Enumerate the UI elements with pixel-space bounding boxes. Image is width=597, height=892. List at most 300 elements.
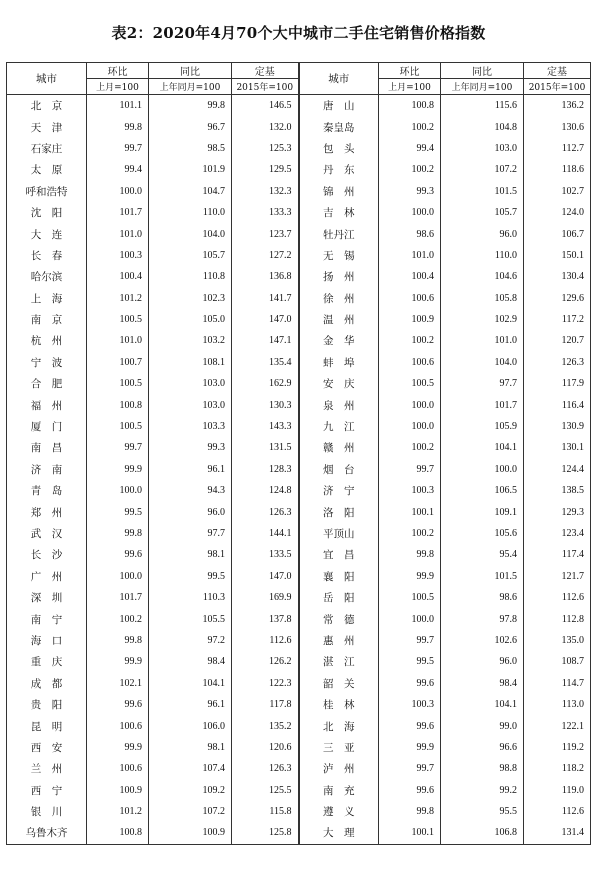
city-name-left: 上 海 [7,288,87,309]
yoy-value-left: 102.3 [149,288,232,309]
base-value-left: 132.3 [232,181,299,202]
table-row [7,352,591,373]
base-value-left: 132.0 [232,116,299,137]
yoy-value-right: 105.6 [441,523,524,544]
price-index-table [6,62,591,845]
base-value-right: 118.6 [524,159,591,180]
base-value-left: 144.1 [232,523,299,544]
city-name-left: 宁 波 [7,352,87,373]
yoy-value-right: 109.1 [441,501,524,522]
city-name-right: 济 宁 [299,480,379,501]
yoy-value-right: 96.6 [441,737,524,758]
mom-value-left: 101.7 [87,202,149,223]
mom-value-right: 99.7 [379,758,441,779]
yoy-value-right: 105.9 [441,416,524,437]
base-value-right: 123.4 [524,523,591,544]
mom-header-left: 环比 [87,63,149,79]
mom-value-right: 100.6 [379,288,441,309]
yoy-value-right: 101.0 [441,330,524,351]
base-value-right: 130.6 [524,116,591,137]
yoy-value-right: 105.7 [441,202,524,223]
yoy-value-right: 99.0 [441,715,524,736]
mom-value-right: 100.5 [379,373,441,394]
yoy-value-left: 98.1 [149,737,232,758]
city-name-right: 大 理 [299,822,379,844]
table-row [7,138,591,159]
mom-subheader-left: 上月=100 [87,79,149,95]
table-row [7,309,591,330]
city-name-left: 南 京 [7,309,87,330]
mom-value-right: 99.8 [379,801,441,822]
yoy-header-left: 同比 [149,63,232,79]
yoy-value-left: 103.0 [149,373,232,394]
yoy-value-right: 107.2 [441,159,524,180]
base-value-left: 135.2 [232,715,299,736]
yoy-value-left: 105.0 [149,309,232,330]
table-row [7,394,591,415]
base-value-right: 121.7 [524,566,591,587]
mom-value-left: 100.8 [87,822,149,844]
mom-value-left: 100.5 [87,416,149,437]
base-value-left: 115.8 [232,801,299,822]
city-name-left: 银 川 [7,801,87,822]
mom-value-right: 100.6 [379,352,441,373]
table-row [7,780,591,801]
base-value-left: 147.0 [232,566,299,587]
table-row [7,587,591,608]
base-value-left: 125.3 [232,138,299,159]
yoy-value-left: 110.8 [149,266,232,287]
mom-value-right: 99.6 [379,780,441,801]
mom-value-right: 98.6 [379,223,441,244]
mom-value-left: 100.0 [87,181,149,202]
city-name-left: 深 圳 [7,587,87,608]
base-value-right: 122.1 [524,715,591,736]
city-name-left: 福 州 [7,394,87,415]
yoy-value-right: 101.5 [441,566,524,587]
yoy-value-left: 99.8 [149,95,232,117]
table-row [7,95,591,117]
city-name-left: 长 春 [7,245,87,266]
mom-value-right: 100.0 [379,608,441,629]
yoy-value-right: 104.0 [441,352,524,373]
base-value-right: 112.6 [524,801,591,822]
mom-value-right: 100.3 [379,480,441,501]
table-row [7,501,591,522]
yoy-value-left: 99.3 [149,437,232,458]
base-value-right: 135.0 [524,630,591,651]
yoy-value-left: 104.0 [149,223,232,244]
base-value-right: 129.3 [524,501,591,522]
base-value-left: 133.3 [232,202,299,223]
yoy-value-right: 98.8 [441,758,524,779]
yoy-header-right: 同比 [441,63,524,79]
base-value-right: 130.9 [524,416,591,437]
city-name-left: 郑 州 [7,501,87,522]
base-value-right: 130.1 [524,437,591,458]
mom-value-right: 100.0 [379,394,441,415]
mom-value-left: 99.8 [87,630,149,651]
mom-value-left: 100.7 [87,352,149,373]
table-row [7,737,591,758]
table-title: 表2：2020年4月70个大中城市二手住宅销售价格指数 [111,24,486,42]
city-name-right: 温 州 [299,309,379,330]
city-name-left: 厦 门 [7,416,87,437]
city-name-right: 常 德 [299,608,379,629]
mom-value-left: 100.8 [87,394,149,415]
city-name-left: 昆 明 [7,715,87,736]
base-value-left: 136.8 [232,266,299,287]
yoy-value-left: 103.2 [149,330,232,351]
base-value-left: 126.2 [232,651,299,672]
base-value-right: 106.7 [524,223,591,244]
base-value-left: 122.3 [232,673,299,694]
mom-value-right: 99.6 [379,715,441,736]
mom-value-left: 101.2 [87,288,149,309]
base-value-left: 129.5 [232,159,299,180]
table-row [7,822,591,844]
mom-value-left: 100.5 [87,373,149,394]
city-name-right: 秦皇岛 [299,116,379,137]
city-name-right: 遵 义 [299,801,379,822]
city-name-right: 南 充 [299,780,379,801]
base-value-right: 118.2 [524,758,591,779]
yoy-value-right: 95.5 [441,801,524,822]
city-name-right: 岳 阳 [299,587,379,608]
base-value-left: 146.5 [232,95,299,117]
table-row [7,630,591,651]
city-name-right: 湛 江 [299,651,379,672]
city-name-right: 襄 阳 [299,566,379,587]
yoy-value-left: 105.7 [149,245,232,266]
city-name-left: 呼和浩特 [7,181,87,202]
city-name-left: 南 宁 [7,608,87,629]
mom-value-left: 100.0 [87,480,149,501]
city-name-left: 贵 阳 [7,694,87,715]
base-value-right: 108.7 [524,651,591,672]
yoy-value-left: 104.7 [149,181,232,202]
mom-value-left: 99.7 [87,437,149,458]
city-name-right: 九 江 [299,416,379,437]
yoy-value-right: 95.4 [441,544,524,565]
base-value-left: 137.8 [232,608,299,629]
mom-value-left: 101.0 [87,330,149,351]
mom-value-left: 99.9 [87,651,149,672]
base-value-left: 126.3 [232,758,299,779]
yoy-value-right: 110.0 [441,245,524,266]
base-value-right: 150.1 [524,245,591,266]
mom-value-right: 100.2 [379,437,441,458]
yoy-value-left: 103.3 [149,416,232,437]
yoy-value-right: 97.7 [441,373,524,394]
mom-value-left: 99.6 [87,694,149,715]
base-value-right: 124.0 [524,202,591,223]
yoy-value-right: 102.9 [441,309,524,330]
city-name-right: 锦 州 [299,181,379,202]
city-name-left: 成 都 [7,673,87,694]
mom-value-left: 102.1 [87,673,149,694]
yoy-value-right: 98.4 [441,673,524,694]
mom-value-right: 99.6 [379,673,441,694]
yoy-value-right: 105.8 [441,288,524,309]
table-row [7,266,591,287]
mom-value-left: 99.8 [87,116,149,137]
city-name-right: 无 锡 [299,245,379,266]
table-row [7,373,591,394]
yoy-value-left: 97.7 [149,523,232,544]
table-row [7,288,591,309]
yoy-value-right: 96.0 [441,651,524,672]
mom-value-right: 100.2 [379,523,441,544]
yoy-value-left: 103.0 [149,394,232,415]
yoy-value-right: 106.8 [441,822,524,844]
city-name-left: 重 庆 [7,651,87,672]
city-name-right: 北 海 [299,715,379,736]
base-value-left: 125.8 [232,822,299,844]
city-name-right: 泉 州 [299,394,379,415]
mom-value-left: 99.4 [87,159,149,180]
table-row [7,694,591,715]
base-value-right: 117.4 [524,544,591,565]
yoy-value-left: 104.1 [149,673,232,694]
city-name-left: 合 肥 [7,373,87,394]
mom-value-right: 99.4 [379,138,441,159]
city-name-right: 丹 东 [299,159,379,180]
base-value-right: 130.4 [524,266,591,287]
yoy-value-right: 104.1 [441,694,524,715]
base-value-right: 126.3 [524,352,591,373]
yoy-value-right: 115.6 [441,95,524,117]
base-value-left: 162.9 [232,373,299,394]
yoy-value-left: 110.0 [149,202,232,223]
table-row [7,758,591,779]
mom-value-left: 100.5 [87,309,149,330]
city-name-right: 惠 州 [299,630,379,651]
base-value-left: 130.3 [232,394,299,415]
base-value-left: 133.5 [232,544,299,565]
city-name-right: 徐 州 [299,288,379,309]
city-name-left: 长 沙 [7,544,87,565]
base-value-left: 147.1 [232,330,299,351]
yoy-value-right: 104.8 [441,116,524,137]
yoy-value-left: 97.2 [149,630,232,651]
city-name-left: 太 原 [7,159,87,180]
city-header-right: 城市 [299,63,379,95]
city-name-left: 杭 州 [7,330,87,351]
yoy-value-right: 104.1 [441,437,524,458]
mom-value-left: 100.9 [87,780,149,801]
city-name-left: 广 州 [7,566,87,587]
yoy-value-right: 102.6 [441,630,524,651]
base-value-right: 138.5 [524,480,591,501]
base-value-right: 112.6 [524,587,591,608]
city-name-right: 唐 山 [299,95,379,117]
yoy-value-left: 96.1 [149,694,232,715]
mom-value-right: 99.3 [379,181,441,202]
mom-value-right: 99.7 [379,459,441,480]
table-row [7,159,591,180]
yoy-value-right: 98.6 [441,587,524,608]
city-name-right: 蚌 埠 [299,352,379,373]
base-value-right: 112.7 [524,138,591,159]
city-name-right: 包 头 [299,138,379,159]
yoy-value-left: 96.7 [149,116,232,137]
city-name-left: 兰 州 [7,758,87,779]
base-value-left: 126.3 [232,501,299,522]
mom-value-left: 99.6 [87,544,149,565]
yoy-value-left: 105.5 [149,608,232,629]
mom-value-right: 99.8 [379,544,441,565]
base-value-left: 131.5 [232,437,299,458]
base-value-right: 113.0 [524,694,591,715]
base-subheader-left: 2015年=100 [232,79,299,95]
table-row [7,437,591,458]
mom-value-left: 101.0 [87,223,149,244]
table-row [7,673,591,694]
table-row [7,523,591,544]
base-value-left: 147.0 [232,309,299,330]
yoy-value-left: 96.1 [149,459,232,480]
table-body [7,95,591,845]
base-value-right: 117.9 [524,373,591,394]
mom-value-right: 101.0 [379,245,441,266]
table-row [7,651,591,672]
city-name-right: 三 亚 [299,737,379,758]
yoy-value-left: 99.5 [149,566,232,587]
city-name-right: 吉 林 [299,202,379,223]
yoy-subheader-right: 上年同月=100 [441,79,524,95]
yoy-value-left: 110.3 [149,587,232,608]
base-value-right: 129.6 [524,288,591,309]
city-name-left: 大 连 [7,223,87,244]
city-name-right: 安 庆 [299,373,379,394]
table-row [7,480,591,501]
mom-value-right: 100.2 [379,116,441,137]
mom-value-left: 100.3 [87,245,149,266]
city-name-left: 北 京 [7,95,87,117]
base-value-left: 135.4 [232,352,299,373]
table-row [7,544,591,565]
yoy-value-right: 101.5 [441,181,524,202]
city-name-left: 石家庄 [7,138,87,159]
mom-header-right: 环比 [379,63,441,79]
yoy-value-right: 99.2 [441,780,524,801]
table-row [7,608,591,629]
mom-value-left: 100.6 [87,758,149,779]
mom-value-left: 101.7 [87,587,149,608]
city-name-left: 西 安 [7,737,87,758]
base-value-right: 114.7 [524,673,591,694]
mom-value-right: 100.5 [379,587,441,608]
table-row [7,223,591,244]
city-name-left: 武 汉 [7,523,87,544]
mom-value-left: 99.8 [87,523,149,544]
mom-value-right: 99.5 [379,651,441,672]
city-name-right: 烟 台 [299,459,379,480]
mom-value-left: 100.2 [87,608,149,629]
table-row [7,330,591,351]
mom-value-right: 99.9 [379,737,441,758]
mom-value-left: 101.1 [87,95,149,117]
city-name-left: 天 津 [7,116,87,137]
city-name-right: 桂 林 [299,694,379,715]
yoy-value-right: 96.0 [441,223,524,244]
yoy-value-left: 107.4 [149,758,232,779]
yoy-subheader-left: 上年同月=100 [149,79,232,95]
mom-value-left: 101.2 [87,801,149,822]
mom-value-left: 100.0 [87,566,149,587]
base-value-right: 131.4 [524,822,591,844]
city-header-left: 城市 [7,63,87,95]
base-value-left: 125.5 [232,780,299,801]
base-value-left: 127.2 [232,245,299,266]
mom-subheader-right: 上月=100 [379,79,441,95]
base-value-right: 119.0 [524,780,591,801]
base-value-right: 124.4 [524,459,591,480]
table-row [7,715,591,736]
city-name-left: 海 口 [7,630,87,651]
city-name-right: 赣 州 [299,437,379,458]
city-name-left: 沈 阳 [7,202,87,223]
base-value-left: 117.8 [232,694,299,715]
table-row [7,459,591,480]
base-value-right: 117.2 [524,309,591,330]
base-value-left: 124.8 [232,480,299,501]
table-row [7,566,591,587]
yoy-value-left: 108.1 [149,352,232,373]
base-value-right: 119.2 [524,737,591,758]
mom-value-right: 100.2 [379,330,441,351]
table-row [7,116,591,137]
city-name-right: 金 华 [299,330,379,351]
base-value-left: 143.3 [232,416,299,437]
table-row [7,801,591,822]
table-row [7,416,591,437]
city-name-left: 西 宁 [7,780,87,801]
mom-value-left: 99.7 [87,138,149,159]
mom-value-right: 100.8 [379,95,441,117]
yoy-value-right: 97.8 [441,608,524,629]
yoy-value-left: 109.2 [149,780,232,801]
base-value-right: 102.7 [524,181,591,202]
yoy-value-right: 101.7 [441,394,524,415]
base-value-left: 120.6 [232,737,299,758]
city-name-left: 乌鲁木齐 [7,822,87,844]
base-subheader-right: 2015年=100 [524,79,591,95]
table-row [7,181,591,202]
city-name-right: 扬 州 [299,266,379,287]
base-value-left: 112.6 [232,630,299,651]
base-value-right: 120.7 [524,330,591,351]
mom-value-right: 100.1 [379,501,441,522]
city-name-right: 洛 阳 [299,501,379,522]
mom-value-left: 100.6 [87,715,149,736]
base-value-left: 123.7 [232,223,299,244]
yoy-value-left: 100.9 [149,822,232,844]
yoy-value-left: 94.3 [149,480,232,501]
yoy-value-right: 104.6 [441,266,524,287]
mom-value-right: 100.0 [379,202,441,223]
city-name-left: 哈尔滨 [7,266,87,287]
city-name-right: 韶 关 [299,673,379,694]
yoy-value-right: 106.5 [441,480,524,501]
city-name-right: 宜 昌 [299,544,379,565]
yoy-value-left: 98.1 [149,544,232,565]
city-name-right: 泸 州 [299,758,379,779]
yoy-value-left: 107.2 [149,801,232,822]
table-row [7,202,591,223]
city-name-right: 牡丹江 [299,223,379,244]
